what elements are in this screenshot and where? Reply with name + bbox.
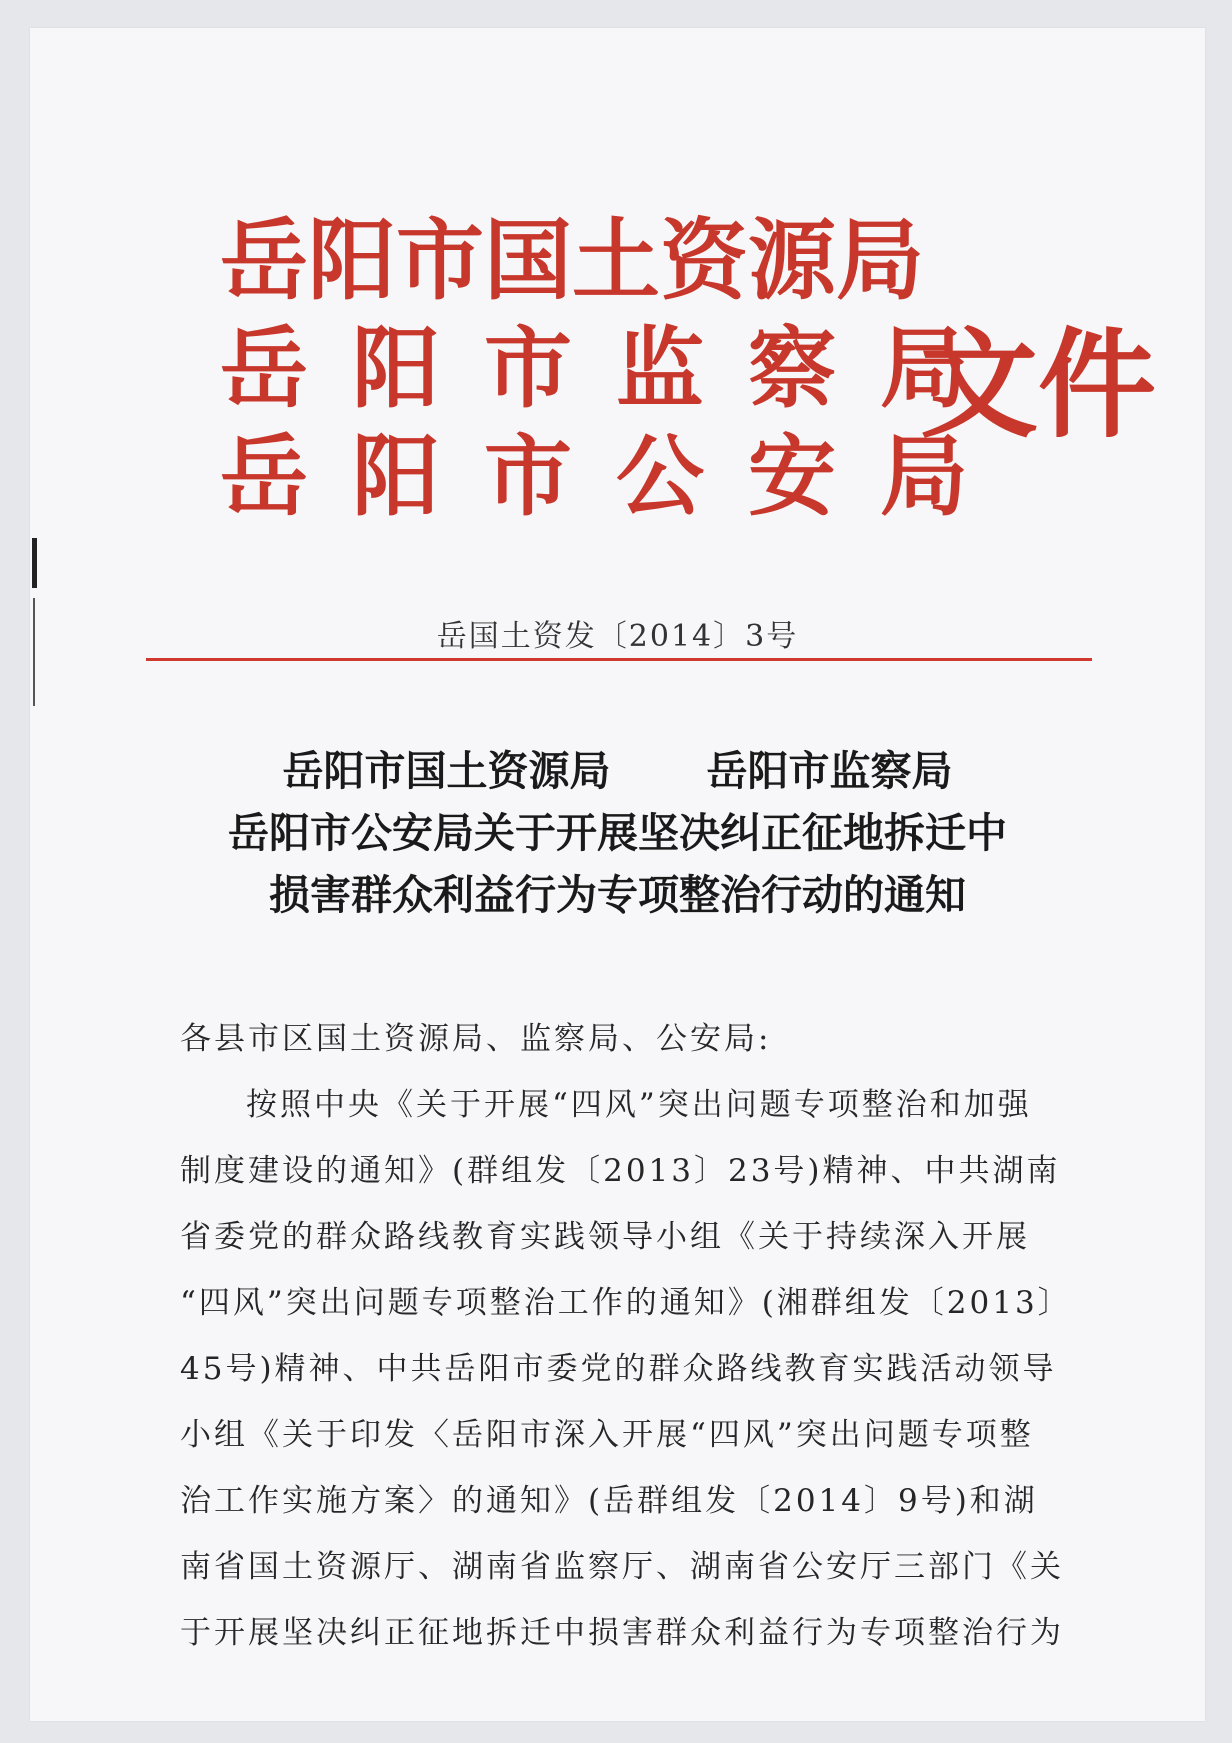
body-line: “四风”突出问题专项整治工作的通知》(湘群组发〔2013〕 xyxy=(180,1285,1072,1321)
title-line-1 xyxy=(30,740,1205,802)
body-line: 按照中央《关于开展“四风”突出问题专项整治和加强 xyxy=(246,1087,1032,1123)
body-line: 省委党的群众路线教育实践领导小组《关于持续深入开展 xyxy=(180,1219,1030,1255)
body-line: 制度建设的通知》(群组发〔2013〕23号)精神、中共湖南 xyxy=(180,1153,1061,1189)
org-supervision-bureau: 岳阳市监察局 xyxy=(220,316,1013,420)
salutation: 各县市区国土资源局、监察局、公安局: xyxy=(180,1021,772,1057)
notice-body xyxy=(180,1006,1072,1666)
body-line: 小组《关于印发〈岳阳市深入开展“四风”突出问题专项整 xyxy=(180,1417,1034,1453)
body-line: 于开展坚决纠正征地拆迁中损害群众利益行为专项整治行为 xyxy=(180,1615,1064,1651)
title-org-a: 岳阳市国土资源局 xyxy=(282,747,611,795)
body-line: 南省国土资源厅、湖南省监察厅、湖南省公安厅三部门《关 xyxy=(180,1549,1064,1585)
org-land-resources-bureau: 岳阳市国土资源局 xyxy=(220,208,925,312)
notice-title xyxy=(30,740,1205,926)
body-line: 45号)精神、中共岳阳市委党的群众路线教育实践活动领导 xyxy=(180,1351,1057,1387)
org-public-security-bureau: 岳阳市公安局 xyxy=(220,424,1013,528)
red-divider xyxy=(146,658,1092,661)
doc-type-label: 文件 xyxy=(920,315,1157,454)
document-page xyxy=(30,28,1205,1721)
title-org-b: 岳阳市监察局 xyxy=(706,747,953,795)
title-line-2: 岳阳市公安局关于开展坚决纠正征地拆迁中 xyxy=(228,809,1007,857)
title-line-3: 损害群众利益行为专项整治行动的通知 xyxy=(269,871,966,919)
document-number: 岳国土资发〔2014〕3号 xyxy=(436,619,799,654)
body-line: 治工作实施方案〉的通知》(岳群组发〔2014〕9号)和湖 xyxy=(180,1483,1038,1519)
